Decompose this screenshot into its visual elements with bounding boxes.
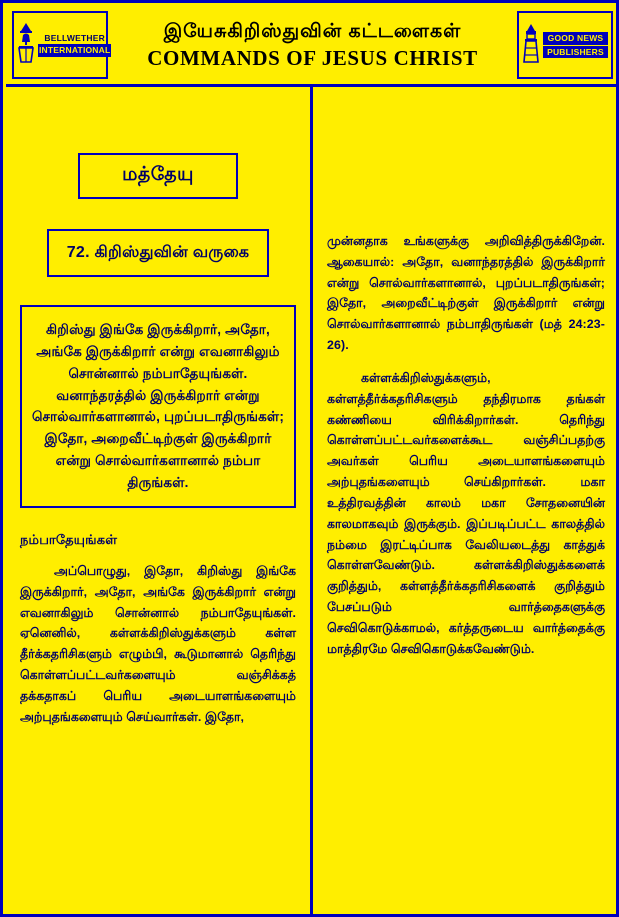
left-column (6, 87, 313, 917)
lighthouse-icon (522, 22, 540, 69)
highlight-verse-text: கிறிஸ்து இங்கே இருக்கிறார், அதோ, அங்கே இருக்கிறார் என்று எவனாகிலும் சொன்னால் நம்பாதேயுங்கள். வனாந்தரத்தில் இருக்கிறார் என்று சொல்வார்களானால், புறப்படாதிருங்கள்; இதோ, அறைவீட்டிற்குள் இருக்கிறார் என்று சொல்வார்களானால் நம்பா திருங்கள். (31, 322, 285, 491)
bellwether-international-logo (12, 11, 111, 79)
page-title-english: COMMANDS OF JESUS CHRIST (147, 46, 478, 71)
bellwether-logo-line2: INTERNATIONAL (39, 45, 111, 55)
page-title-tamil: இயேசுகிறிஸ்துவின் கட்டளைகள் (163, 20, 462, 42)
page-header (6, 6, 619, 84)
book-name-box (78, 153, 238, 199)
right-body-paragraph-2: கள்ளக்கிறிஸ்துக்களும், கள்ளத்தீர்க்கதரிசிகளும் தந்திரமாக தங்கள் கண்ணியை விரிக்கிறார்கள். தெரிந்து கொள்ளப்பட்டவர்களைக்கூட வஞ்சிப்பதற்கு அவர்கள் பெரிய அடையாளங்களையும் அற்புதங்களையும் செய்கிறார்கள். மகா உத்திரவத்தின் காலம் மகா சோதனையின் காலமாகவும் இருக்கும். இப்படிப்பட்ட காலத்தில் நம்மை இரட்டிப்பாக வேலியடைத்து காத்துக் கொள்ளவேண்டும். கள்ளக்கிறிஸ்துக்களைக் குறித்தும், கள்ளத்தீர்க்கதரிசிகளைக் குறித்தும் பேசப்படும் வார்த்தைகளுக்கு செவிகொடுக்காமல், கர்த்தருடைய வார்த்தைக்கு மாத்திரமே செவிகொடுக்கவேண்டும். (327, 370, 605, 656)
book-name: மத்தேயு (122, 164, 194, 185)
good-news-logo-text (543, 32, 608, 58)
header-titles (114, 6, 511, 84)
bell-tower-icon (17, 22, 35, 69)
good-news-publishers-logo (517, 11, 613, 79)
chapter-title-box (47, 229, 269, 277)
right-column (313, 87, 619, 917)
bellwether-logo-text (38, 33, 111, 56)
highlight-verse-box (20, 305, 296, 508)
good-news-logo-line2: PUBLISHERS (543, 46, 608, 59)
chapter-title: 72. கிறிஸ்துவின் வருகை (66, 244, 250, 261)
section-heading: நம்பாதேயுங்கள் (20, 531, 118, 547)
page-body (6, 87, 619, 917)
right-body-paragraph-1: முன்னதாக உங்களுக்கு அறிவித்திருக்கிறேன். ஆகையால்: அதோ, வனாந்தரத்தில் இருக்கிறார் என்று சொல்வார்களானால், புறப்படாதிருங்கள்; இதோ, அறைவீட்டிற்குள் இருக்கிறார் என்று சொல்வார்களானால் நம்பாதிருங்கள் (மத் 24:23-26). (327, 234, 605, 353)
bellwether-logo-line1: BELLWETHER (44, 33, 105, 44)
left-body-paragraph: அப்பொழுது, இதோ, கிறிஸ்து இங்கே இருக்கிறார், அதோ, அங்கே இருக்கிறார் என்று எவனாகிலும் சொன்னால் நம்பாதேயுங்கள். ஏனெனில், கள்ளக்கிறிஸ்துக்களும் கள்ள தீர்க்கதரிசிகளும் எழும்பி, கூடுமானால் தெரிந்து கொள்ளப்பட்டவர்களையும் வஞ்சிக்கத் தக்கதாகப் பெரிய அடையாளங்களையும் அற்புதங்களையும் செய்வார்கள். இதோ, (20, 563, 296, 724)
good-news-logo-line1: GOOD NEWS (543, 32, 608, 45)
